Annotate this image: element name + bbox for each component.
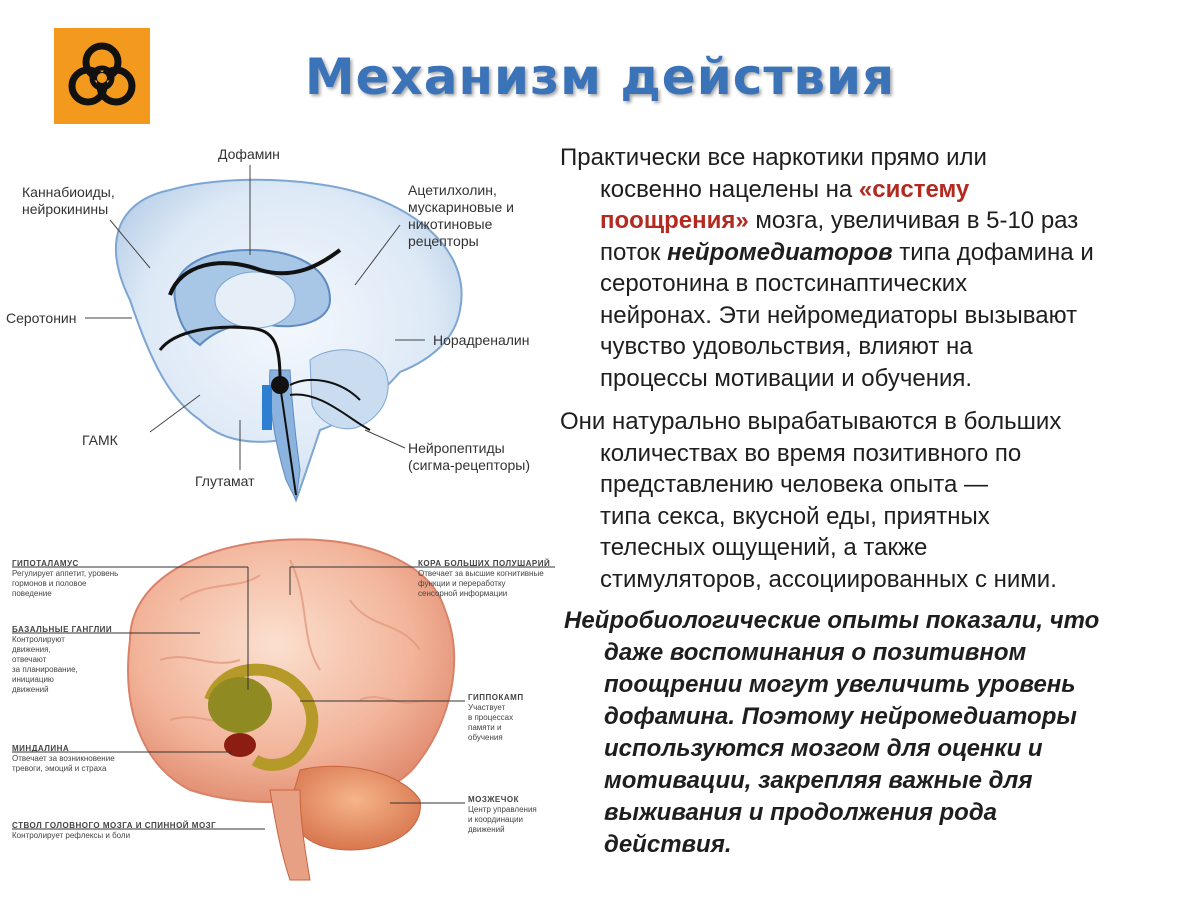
- label-noradrenaline: Норадреналин: [433, 332, 530, 348]
- paragraph-natural-release: Они натурально вырабатываются в больших количествах во время позитивного по представлению человека опыта — типа секса, вкусной еды, приятных телесных ощущений, а также стимуляторов, ассоциированных с ними.: [560, 408, 1062, 593]
- page-title: Механизм действия: [304, 48, 896, 106]
- label-hypothalamus: ГИПОТАЛАМУС Регулирует аппетит, уровень гормонов и половое поведение: [12, 559, 119, 598]
- label-glutamate: Глутамат: [195, 473, 255, 489]
- label-basal-ganglia: БАЗАЛЬНЫЕ ГАНГЛИИ Контролируют движения, отвечают за планирование, инициацию движений: [12, 625, 113, 694]
- highlight-reward-system: «систему: [858, 175, 970, 203]
- label-cerebellum: МОЗЖЕЧОК Центр управления и координации движений: [468, 795, 537, 834]
- label-gaba: ГАМК: [82, 432, 118, 448]
- paragraph-reward-system: Практически все наркотики прямо или косвенно нацелены на «систему поощрения» мозга, увеличивая в 5-10 раз поток нейромедиаторов типа дофамина и серотонина в постсинаптических нейронах. Эти нейромедиаторы вызывают чувство удовольствия, влияют на процессы мотивации и обучения.: [560, 144, 1094, 392]
- label-cannabinoids: Каннабиоиды, нейрокинины: [22, 184, 115, 217]
- label-acetylcholine: Ацетилхолин, мускариновые и никотиновые рецепторы: [408, 182, 514, 249]
- label-cortex: КОРА БОЛЬШИХ ПОЛУШАРИЙ Отвечает за высшие когнитивные функции и переработку сенсорной информации: [418, 559, 551, 598]
- label-hippocampus: ГИППОКАМП Участвует в процессах памяти и обучения: [468, 693, 524, 742]
- label-amygdala: МИНДАЛИНА Отвечает за возникновение тревоги, эмоций и страха: [12, 744, 115, 773]
- label-neuropeptides: Нейропептиды (сигма-рецепторы): [408, 440, 531, 473]
- emphasis-neurotransmitters: нейромедиаторов: [667, 238, 893, 266]
- label-brainstem: СТВОЛ ГОЛОВНОГО МОЗГА И СПИННОЙ МОЗГ Контролирует рефлексы и боли: [12, 821, 217, 840]
- paragraph-neurobiology-experiments: Нейробиологические опыты показали, что даже воспоминания о позитивном поощрении могут увеличить уровень дофамина. Поэтому нейромедиаторы используются мозгом для оценки и мотивации, закрепляя важные для выживания и продолжения рода действия.: [564, 607, 1100, 858]
- label-serotonin: Серотонин: [6, 310, 77, 326]
- label-dopamine: Дофамин: [218, 146, 280, 162]
